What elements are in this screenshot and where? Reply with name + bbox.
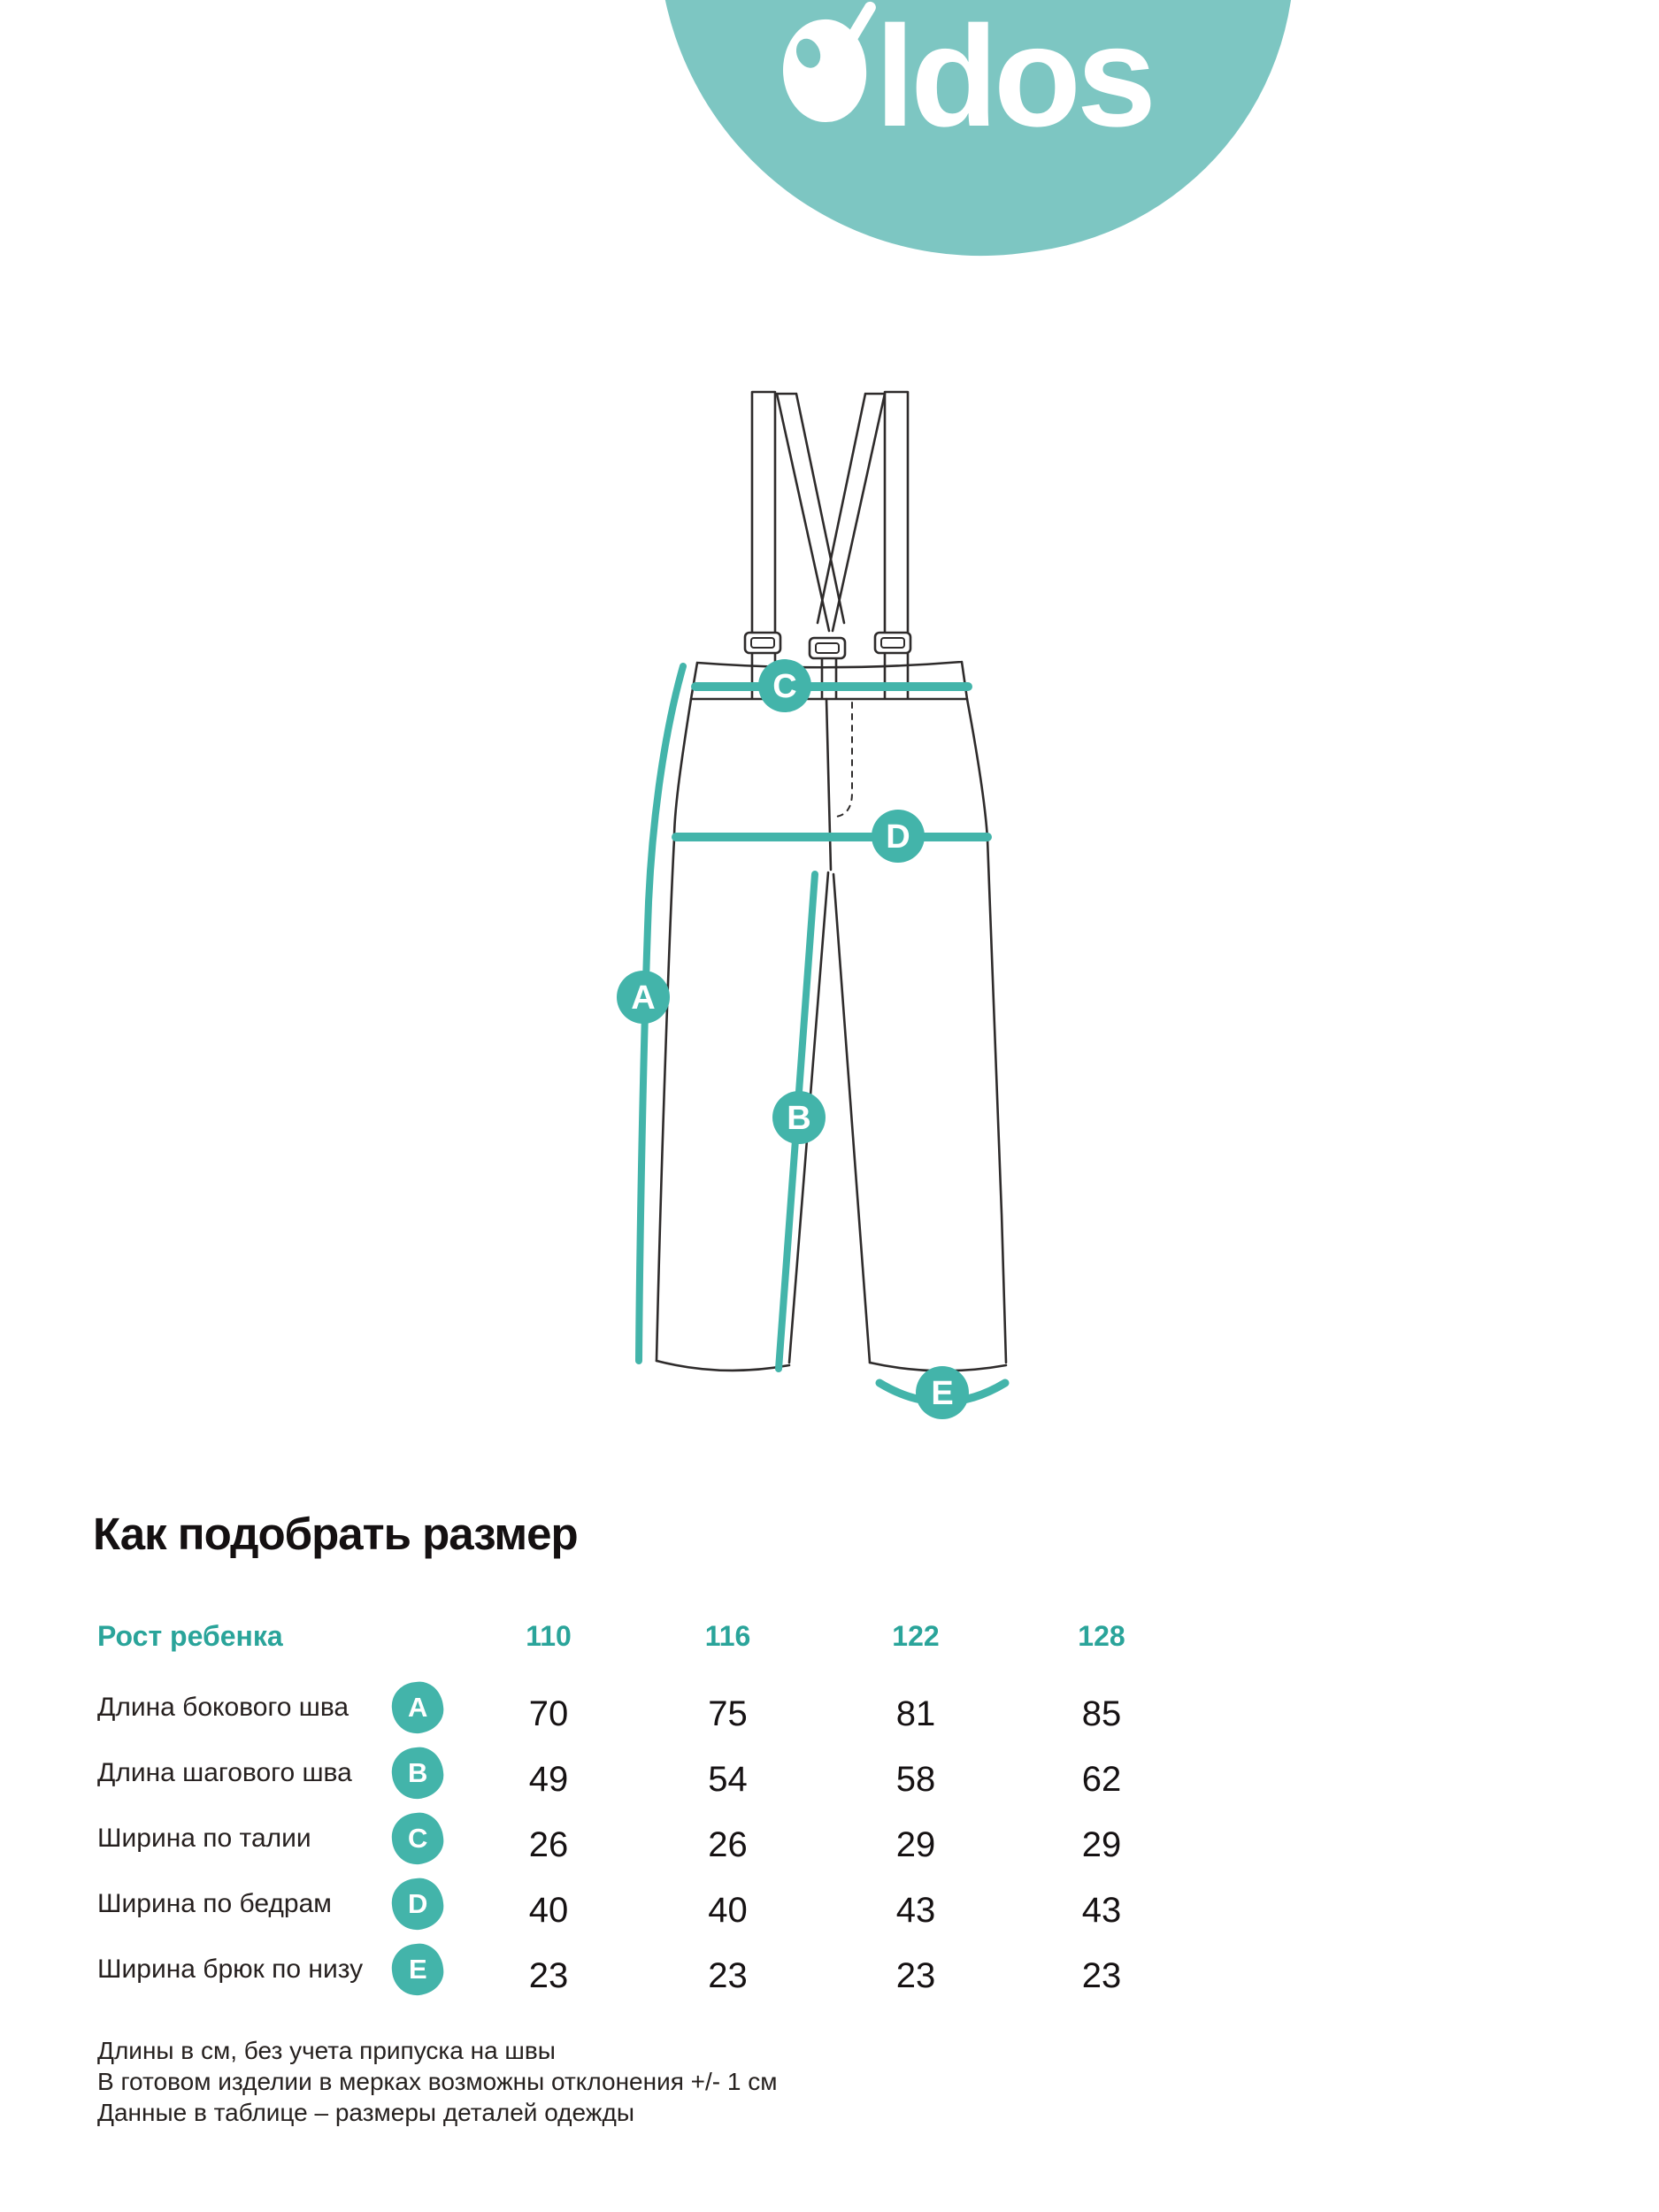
- table-row: [0, 1675, 1659, 1740]
- cell-value: 43: [1081, 1890, 1122, 1930]
- size-column-122: 122: [892, 1619, 940, 1652]
- cell-value: 26: [708, 1824, 748, 1864]
- cell-value: 81: [895, 1694, 936, 1733]
- row-badge-letter: E: [408, 1954, 427, 1985]
- row-label: Длина шагового шва: [97, 1758, 352, 1787]
- row-badge-letter: B: [407, 1757, 428, 1789]
- table-row: [0, 1740, 1659, 1806]
- cell-value: 26: [528, 1824, 569, 1864]
- cell-value: 70: [528, 1694, 569, 1733]
- footnotes: [97, 2035, 778, 2128]
- measurement-lines: [639, 666, 1005, 1402]
- cell-value: 43: [895, 1890, 936, 1930]
- cell-value: 29: [895, 1824, 936, 1864]
- logo-o-dot-icon: [792, 35, 825, 72]
- cell-value: 23: [895, 1955, 936, 1995]
- table-row: [0, 1937, 1659, 2002]
- row-label: Ширина по бедрам: [97, 1889, 332, 1918]
- cell-value: 23: [708, 1955, 748, 1995]
- row-badge-A: [389, 1679, 446, 1736]
- cell-value: 29: [1081, 1824, 1122, 1864]
- diagram-badge-D: D: [886, 818, 910, 856]
- cell-value: 23: [1081, 1955, 1122, 1995]
- brand-logo: [783, 0, 1153, 157]
- table-row: [0, 1806, 1659, 1871]
- cell-value: 62: [1081, 1759, 1122, 1799]
- footnote-line: Данные в таблице – размеры деталей одежды: [97, 2099, 634, 2126]
- row-label: Длина бокового шва: [97, 1693, 349, 1722]
- row-badge-E: [389, 1941, 446, 1998]
- footnote-line: В готовом изделии в мерках возможны отклонения +/- 1 см: [97, 2068, 778, 2095]
- cell-value: 40: [708, 1890, 748, 1930]
- cell-value: 75: [708, 1694, 748, 1733]
- pants-outline: [657, 392, 1006, 1371]
- size-column-110: 110: [526, 1619, 572, 1652]
- row-label: Ширина брюк по низу: [97, 1955, 364, 1984]
- cell-value: 40: [528, 1890, 569, 1930]
- cell-value: 54: [708, 1759, 748, 1799]
- table-row: [0, 1871, 1659, 1937]
- size-column-128: 128: [1078, 1619, 1125, 1652]
- row-label: Ширина по талии: [97, 1824, 311, 1853]
- cell-value: 58: [895, 1759, 936, 1799]
- logo-o-icon: [780, 17, 870, 125]
- cell-value: 49: [528, 1759, 569, 1799]
- diagram-badge-B: B: [787, 1100, 811, 1137]
- footnote-line: Длины в см, без учета припуска на швы: [97, 2037, 556, 2064]
- row-badge-letter: A: [407, 1692, 428, 1724]
- diagram-badge-E: E: [931, 1375, 954, 1412]
- logo-o-slash-icon: [843, 0, 878, 47]
- size-table-body: [0, 1675, 1659, 2002]
- row-badge-letter: C: [407, 1823, 428, 1855]
- size-column-116: 116: [704, 1619, 751, 1652]
- header-label: Рост ребенка: [97, 1619, 283, 1652]
- row-badge-B: [389, 1745, 446, 1801]
- row-badge-letter: D: [407, 1888, 428, 1920]
- page-title: Как подобрать размер: [93, 1509, 578, 1559]
- row-badge-C: [389, 1810, 446, 1867]
- size-table-header: [0, 1614, 1659, 1658]
- pants-measurement-diagram: [491, 380, 1172, 1442]
- diagram-badge-C: C: [772, 668, 797, 705]
- row-badge-D: [389, 1876, 446, 1932]
- logo-word: ldos: [875, 0, 1153, 157]
- diagram-badge-A: A: [631, 979, 656, 1017]
- cell-value: 23: [528, 1955, 569, 1995]
- cell-value: 85: [1081, 1694, 1122, 1733]
